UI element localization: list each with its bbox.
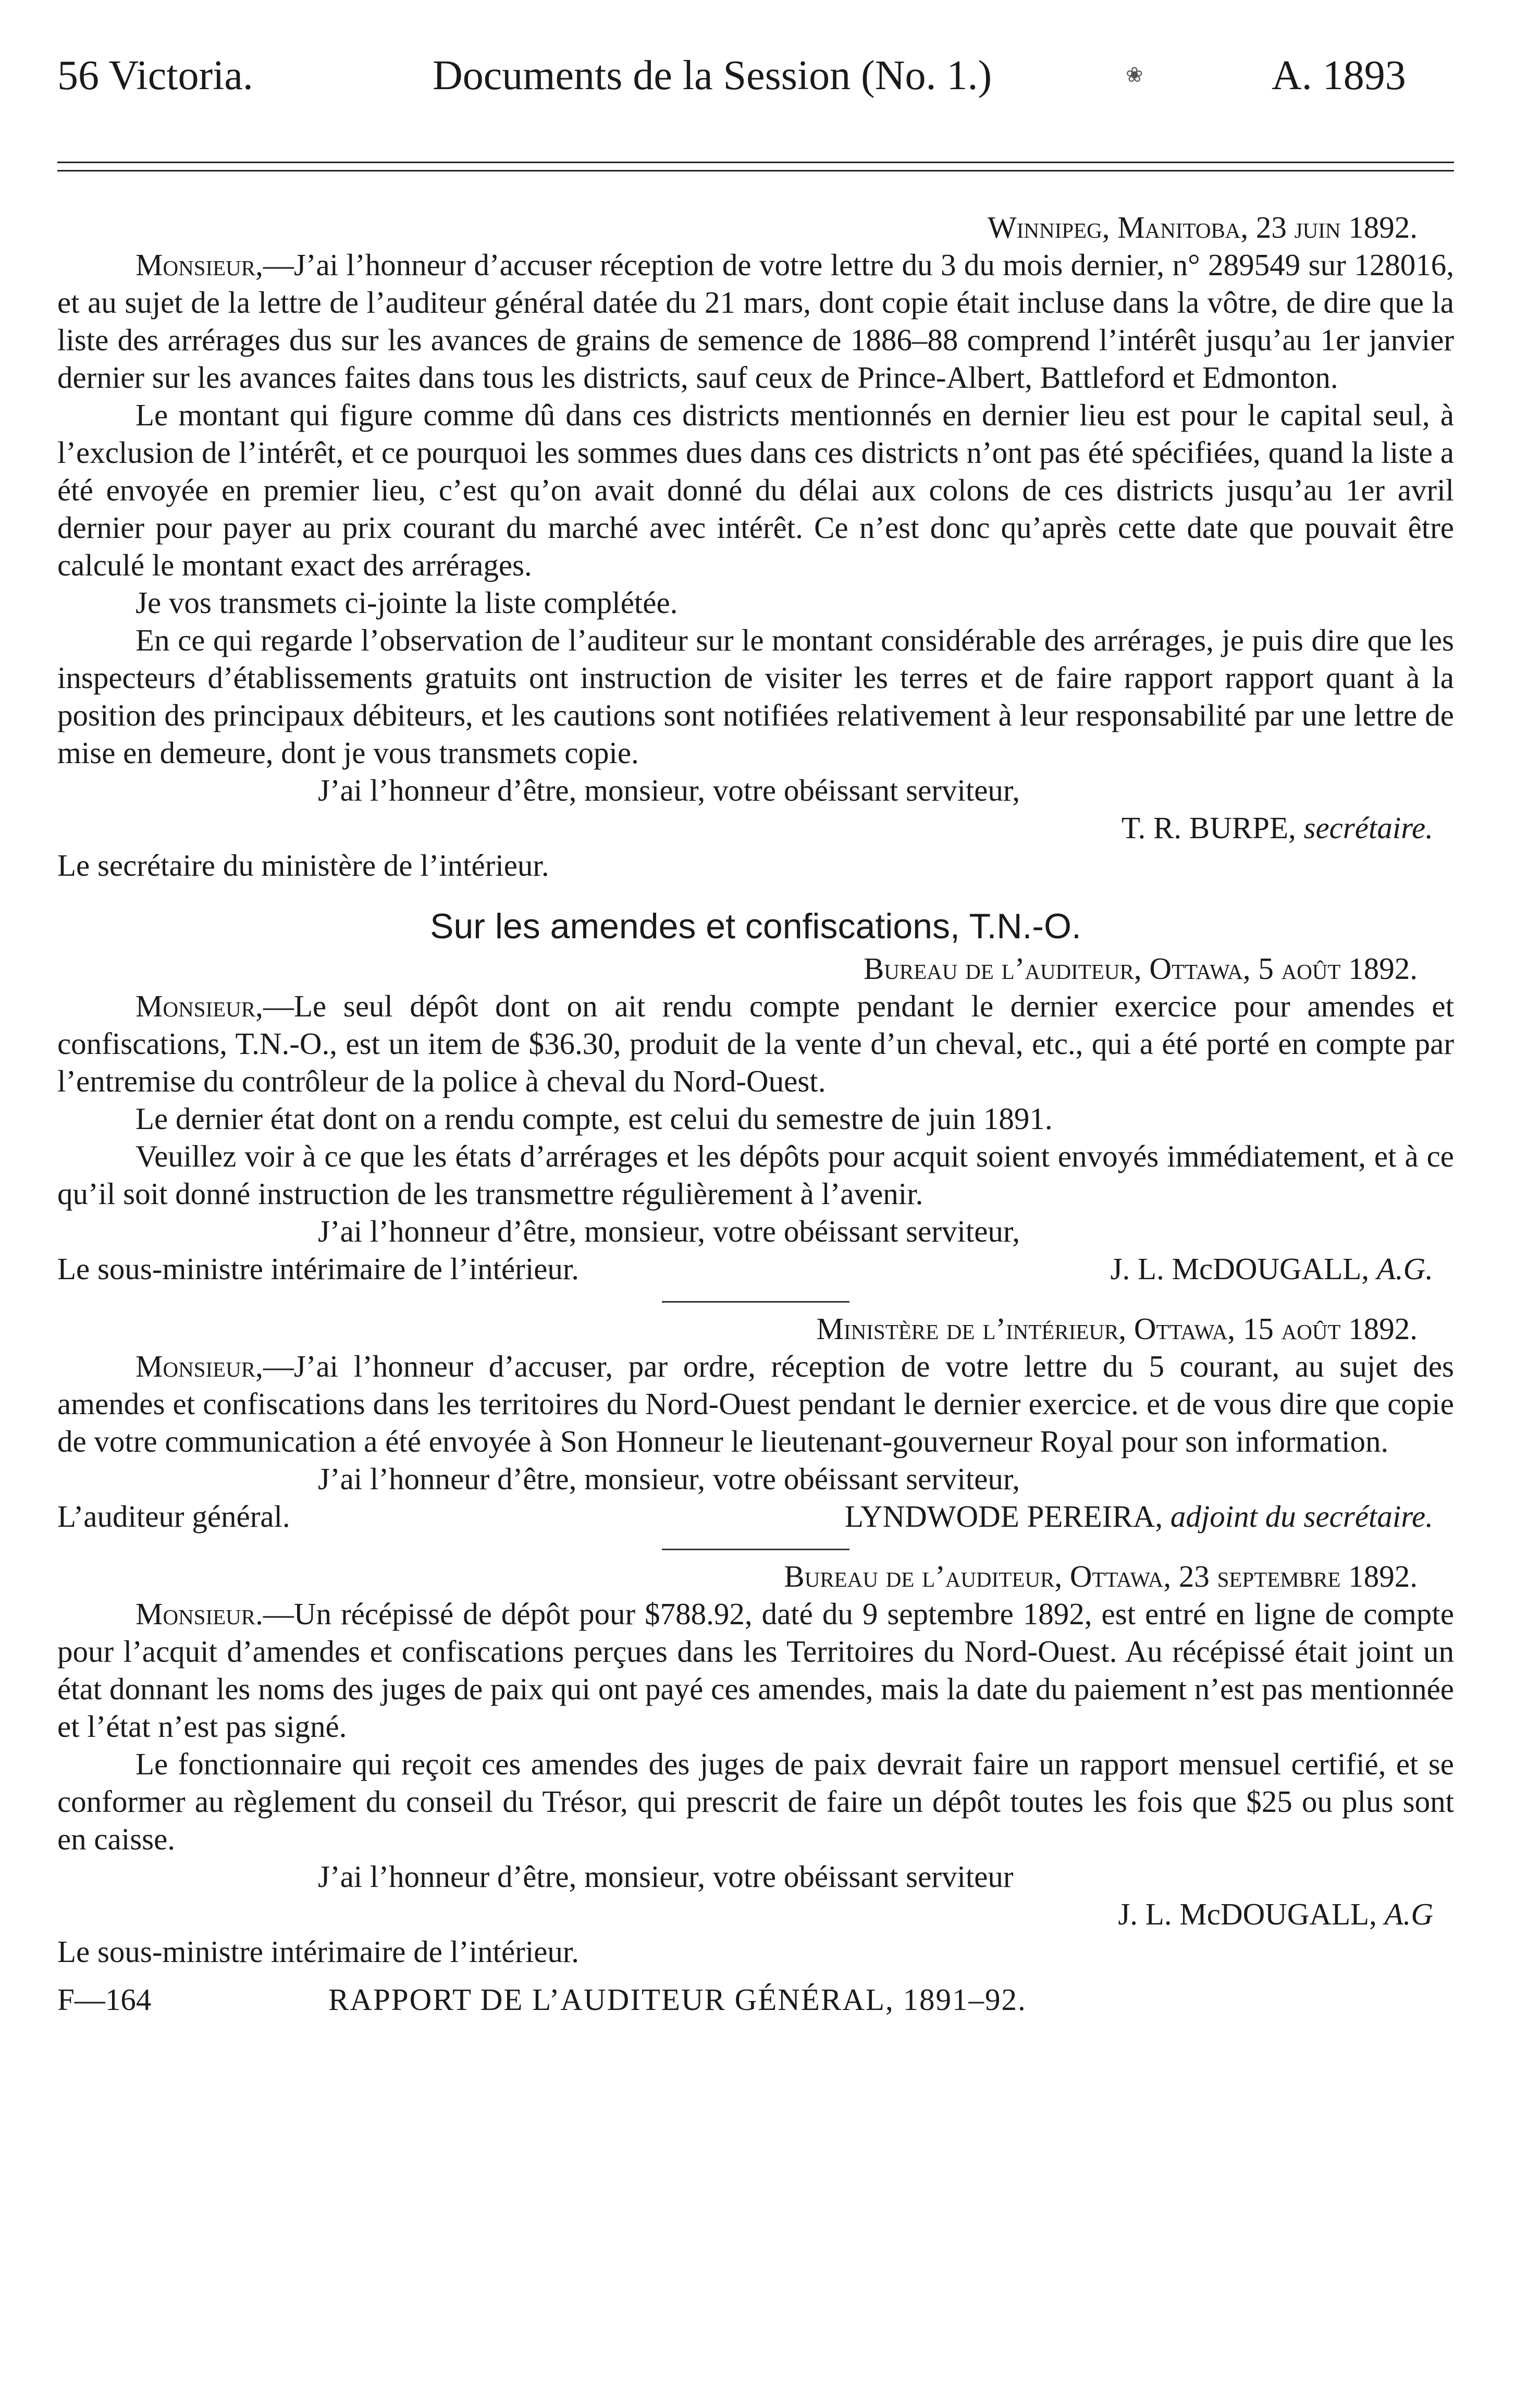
letter4-closing: J’ai l’honneur d’être, monsieur, votre obéissant serviteur (318, 1859, 1014, 1894)
letter4-paragraph-2: Le fonctionnaire qui reçoit ces amendes des juges de paix devrait faire un rapport mensuel certifié, et se conformer au règlement du conseil du Trésor, qui prescrit de faire un dépôt toutes les fois que $25 ou plus sont en caisse. (57, 1747, 1454, 1856)
letter3-addressee: L’auditeur général. (57, 1499, 290, 1534)
footer-page-ref: F—164 (57, 1982, 152, 2017)
letter3-dateline: Ministère de l’intérieur, Ottawa, 15 août 1892. (816, 1311, 1418, 1346)
letter1-salutation: Monsieur, (135, 248, 263, 282)
letter1-signature-name: T. R. BURPE, (1121, 811, 1296, 845)
letter2-paragraph-1 (57, 987, 1454, 1100)
letter3-signature-row (57, 1498, 1454, 1535)
letter2-signature-title: A.G. (1376, 1252, 1433, 1286)
letter2-salutation: Monsieur, (135, 989, 263, 1023)
letter2-paragraph-2: Le dernier état dont on a rendu compte, est celui du semestre de juin 1891. (135, 1101, 1053, 1136)
letter3-p1-text: —J’ai l’honneur d’accuser, par ordre, réception de votre lettre du 5 courant, au sujet des amendes et confiscations dans les territoires du Nord-Ouest pendant le dernier exercice. et de vous dire que copie de votre communication a été envoyée à Son Honneur le lieutenant-gouverneur Royal pour son information. (57, 1349, 1454, 1458)
footer-report-title: RAPPORT DE L’AUDITEUR GÉNÉRAL, 1891–92. (328, 1982, 1027, 2017)
header-title: Documents de la Session (No. 1.) (433, 53, 992, 99)
letter1-paragraph-2: Le montant qui figure comme dû dans ces districts mentionnés en dernier lieu est pour le capital seul, à l’exclusion de l’intérêt, et ce pourquoi les sommes dues dans ces districts n’ont pas été spécifiées, quand la liste a été envoyée en premier lieu, c’est qu’on avait donné du délai aux colons de ces districts jusqu’au 1er avril dernier pour payer au prix courant du marché avec intérêt. Ce n’est donc qu’après cette date que pouvait être calculé le montant exact des arrérages. (57, 398, 1454, 582)
letter2-addressee: Le sous-ministre intérimaire de l’intérieur. (57, 1252, 580, 1286)
letter4-p1-text: —Un récépissé de dépôt pour $788.92, daté du 9 septembre 1892, est entré en ligne de compte pour l’acquit d’amendes et confiscations perçues dans les Territoires du Nord-Ouest. Au récépissé était joint un état donnant les noms des juges de paix qui ont payé ces amendes, mais la date du paiement n’est pas mentionnée et l’état n’est pas signé. (57, 1597, 1454, 1744)
header-year: A. 1893 (1272, 53, 1406, 99)
letter2-paragraph-3: Veuillez voir à ce que les états d’arrérages et les dépôts pour acquit soient envoyés immédiatement, et à ce qu’il soit donné instruction de les transmettre régulièrement à l’avenir. (57, 1139, 1454, 1211)
letter1-paragraph-4: En ce qui regarde l’observation de l’auditeur sur le montant considérable des arrérages, je puis dire que les inspecteurs d’établissements gratuits ont instruction de visiter les terres et de faire rapport rapport quant à la position des principaux débiteurs, et les cautions sont notifiées relativement à leur responsabilité par une lettre de mise en demeure, dont je vous transmets copie. (57, 623, 1454, 770)
letter3-signature (845, 1498, 1433, 1535)
letter1-paragraph-1 (57, 246, 1454, 396)
letter4-salutation: Monsieur. (135, 1597, 263, 1631)
document-body (57, 198, 1454, 2018)
section-heading: Sur les amendes et confiscations, T.N.-O. (430, 906, 1081, 946)
letter3-closing: J’ai l’honneur d’être, monsieur, votre obéissant serviteur, (318, 1462, 1020, 1496)
letter1-closing: J’ai l’honneur d’être, monsieur, votre obéissant serviteur, (318, 773, 1020, 807)
letter1-signature-title: secrétaire. (1303, 811, 1433, 845)
letter2-dateline: Bureau de l’auditeur, Ottawa, 5 août 1892. (863, 951, 1418, 986)
letter2-signature (1111, 1250, 1433, 1288)
divider-1 (662, 1301, 849, 1303)
letter3-signature-title: adjoint du secrétaire. (1170, 1499, 1433, 1534)
letter1-paragraph-3: Je vos transmets ci-jointe la liste complétée. (135, 585, 678, 620)
letter4-dateline: Bureau de l’auditeur, Ottawa, 23 septembre 1892. (784, 1559, 1418, 1593)
letter2-signature-name: J. L. McDOUGALL, (1110, 1252, 1370, 1286)
letter2-p1-text: —Le seul dépôt dont on ait rendu compte pendant le dernier exercice pour amendes et confiscations, T.N.-O., est un item de $36.30, produit de la vente d’un cheval, etc., qui a été porté en compte par l’entremise du contrôleur de la police à cheval du Nord-Ouest. (57, 989, 1454, 1098)
header-ornament-icon: ❀ (1126, 63, 1143, 87)
divider-2 (662, 1549, 849, 1550)
letter4-signature-title: A.G (1384, 1897, 1433, 1931)
letter4-addressee: Le sous-ministre intérimaire de l’intérieur. (57, 1934, 580, 1969)
header-rule-top (57, 162, 1454, 163)
letter4-paragraph-1 (57, 1595, 1454, 1745)
letter3-signature-name: LYNDWODE PEREIRA, (844, 1499, 1163, 1534)
letter4-signature (57, 1895, 1454, 1933)
header-volume: 56 Victoria. (57, 53, 253, 99)
letter1-addressee: Le secrétaire du ministère de l’intérieur. (57, 848, 549, 882)
letter3-salutation: Monsieur, (135, 1349, 263, 1383)
letter2-closing: J’ai l’honneur d’être, monsieur, votre obéissant serviteur, (318, 1214, 1020, 1248)
document-page (57, 21, 1454, 2017)
running-head (57, 21, 1454, 120)
letter1-signature (57, 809, 1454, 847)
letter1-dateline: Winnipeg, Manitoba, 23 juin 1892. (988, 210, 1418, 244)
letter1-p1-text: —J’ai l’honneur d’accuser réception de votre lettre du 3 du mois dernier, n° 289549 sur 128016, et au sujet de la lettre de l’auditeur général datée du 21 mars, dont copie était incluse dans la vôtre, de dire que la liste des arrérages dus sur les avances de grains de semence de 1886–88 comprend l’intérêt jusqu’au 1er janvier dernier sur les avances faites dans tous les districts, sauf ceux de Prince-Albert, Battleford et Edmonton. (57, 248, 1454, 395)
letter4-signature-name: J. L. McDOUGALL, (1118, 1897, 1377, 1931)
letter3-paragraph-1 (57, 1347, 1454, 1460)
letter2-signature-row (57, 1250, 1454, 1288)
page-footer (57, 1981, 1454, 2018)
header-rule-bottom (57, 170, 1454, 171)
